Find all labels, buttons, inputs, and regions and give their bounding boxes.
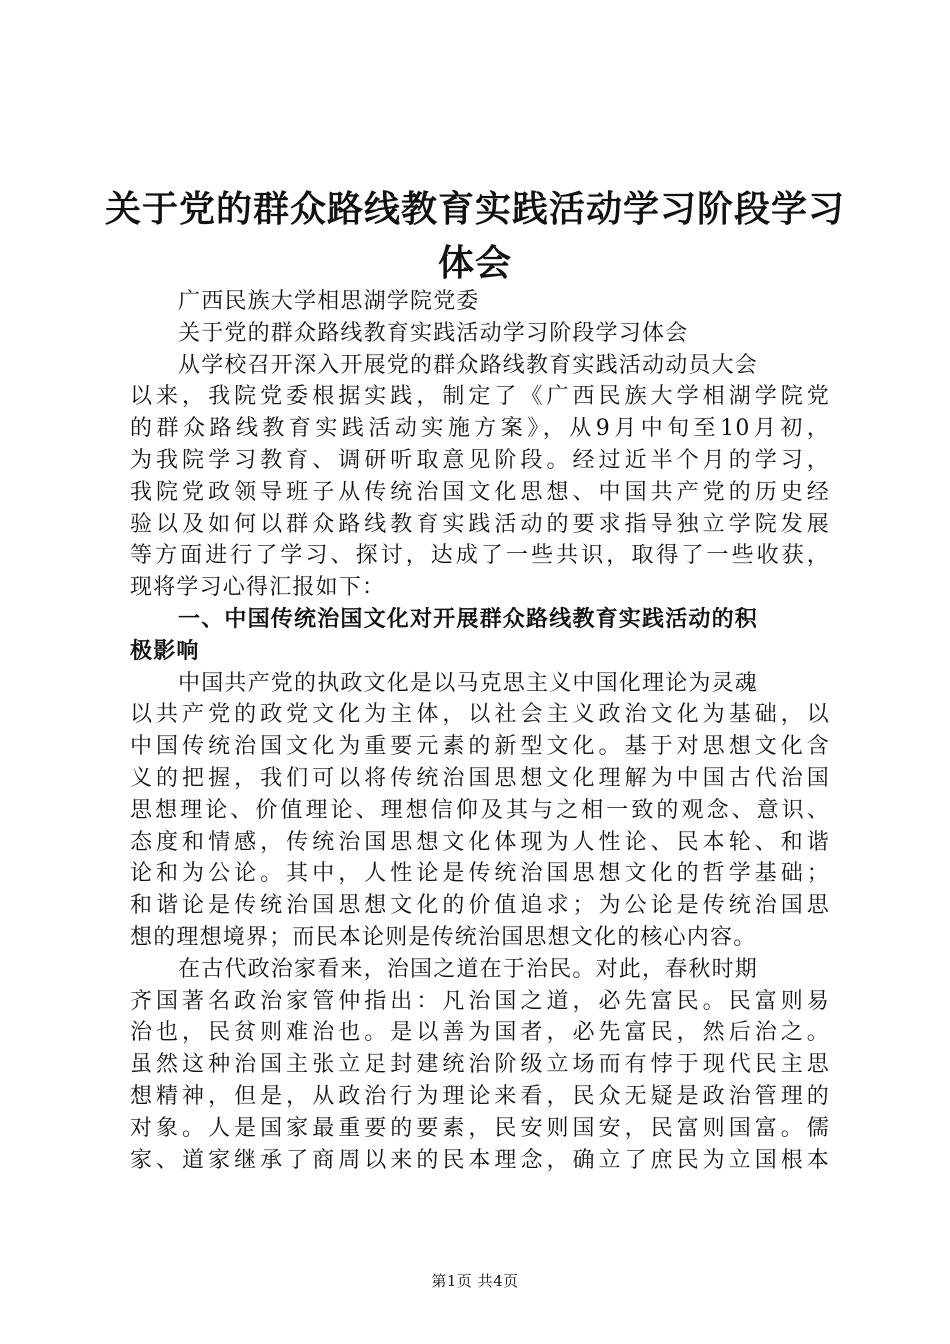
paragraph-line: 论和为公论。其中，人性论是传统治国思想文化的哲学基础；: [130, 861, 830, 887]
document-body: [130, 286, 830, 1176]
paragraph-line: 义的把握，我们可以将传统治国思想文化理解为中国古代治国: [130, 765, 830, 791]
paragraph-line: 和谐论是传统治国思想文化的价值追求；为公论是传统治国思: [130, 893, 830, 919]
paragraph-line: 在古代政治家看来，治国之道在于治民。对此，春秋时期: [178, 956, 759, 982]
paragraph-line: 治也，民贫则难治也。是以善为国者，必先富民，然后治之。: [130, 1020, 830, 1046]
paragraph-2: [130, 668, 830, 954]
paragraph-line: 验以及如何以群众路线教育实践活动的要求指导独立学院发展: [130, 511, 830, 537]
paragraph-line: 等方面进行了学习、探讨，达成了一些共识，取得了一些收获，: [130, 543, 830, 569]
paragraph-line: 以共产党的政党文化为主体，以社会主义政治文化为基础，以: [130, 702, 830, 728]
paragraph-3: [130, 954, 830, 1177]
section-heading-1: [130, 604, 830, 668]
paragraph-line: 态度和情感，传统治国思想文化体现为人性论、民本轮、和谐: [130, 829, 830, 855]
paragraph-line: 现将学习心得汇报如下：: [130, 575, 386, 601]
section-heading-line: 一、中国传统治国文化对开展群众路线教育实践活动的积: [178, 606, 759, 632]
section-heading-line: 极影响: [130, 638, 200, 664]
paragraph-line: 虽然这种治国主张立足封建统治阶级立场而有悖于现代民主思: [130, 1052, 830, 1078]
paragraph-line: 以来，我院党委根据实践，制定了《广西民族大学相湖学院党: [130, 384, 830, 410]
document-title-line-1: 关于党的群众路线教育实践活动学习阶段学习: [104, 189, 845, 230]
paragraph-line: 思想理论、价值理论、理想信仰及其与之相一致的观念、意识、: [130, 797, 830, 823]
paragraph-line: 齐国著名政治家管仲指出：凡治国之道，必先富民。民富则易: [130, 988, 830, 1014]
paragraph-line: 为我院学习教育、调研听取意见阶段。经过近半个月的学习，: [130, 447, 830, 473]
paragraph-line: 我院党政领导班子从传统治国文化思想、中国共产党的历史经: [130, 479, 830, 505]
paragraph-line: 想精神，但是，从政治行为理论来看，民众无疑是政治管理的: [130, 1083, 830, 1109]
paragraph-line: 从学校召开深入开展党的群众路线教育实践活动动员大会: [178, 352, 759, 378]
paragraph-line: 中国共产党的执政文化是以马克思主义中国化理论为灵魂: [178, 670, 759, 696]
subtitle-line: 关于党的群众路线教育实践活动学习阶段学习体会: [178, 320, 689, 346]
document-title-line-2: 体会: [437, 243, 512, 284]
page-footer: 第1页 共4页: [431, 1272, 519, 1290]
paragraph-line: 家、道家继承了商周以来的民本理念，确立了庶民为立国根本: [130, 1147, 830, 1173]
paragraph-line: 想的理想境界；而民本论则是传统治国思想文化的核心内容。: [130, 924, 757, 950]
paragraph-1: [130, 350, 830, 604]
paragraph-line: 中国传统治国文化为重要元素的新型文化。基于对思想文化含: [130, 734, 830, 760]
paragraph-line: 对象。人是国家最重要的要素，民安则国安，民富则国富。儒: [130, 1115, 830, 1141]
paragraph-line: 的群众路线教育实践活动实施方案》，从9月中旬至10月初，: [130, 416, 830, 442]
author-line: 广西民族大学相思湖学院党委: [178, 289, 480, 314]
